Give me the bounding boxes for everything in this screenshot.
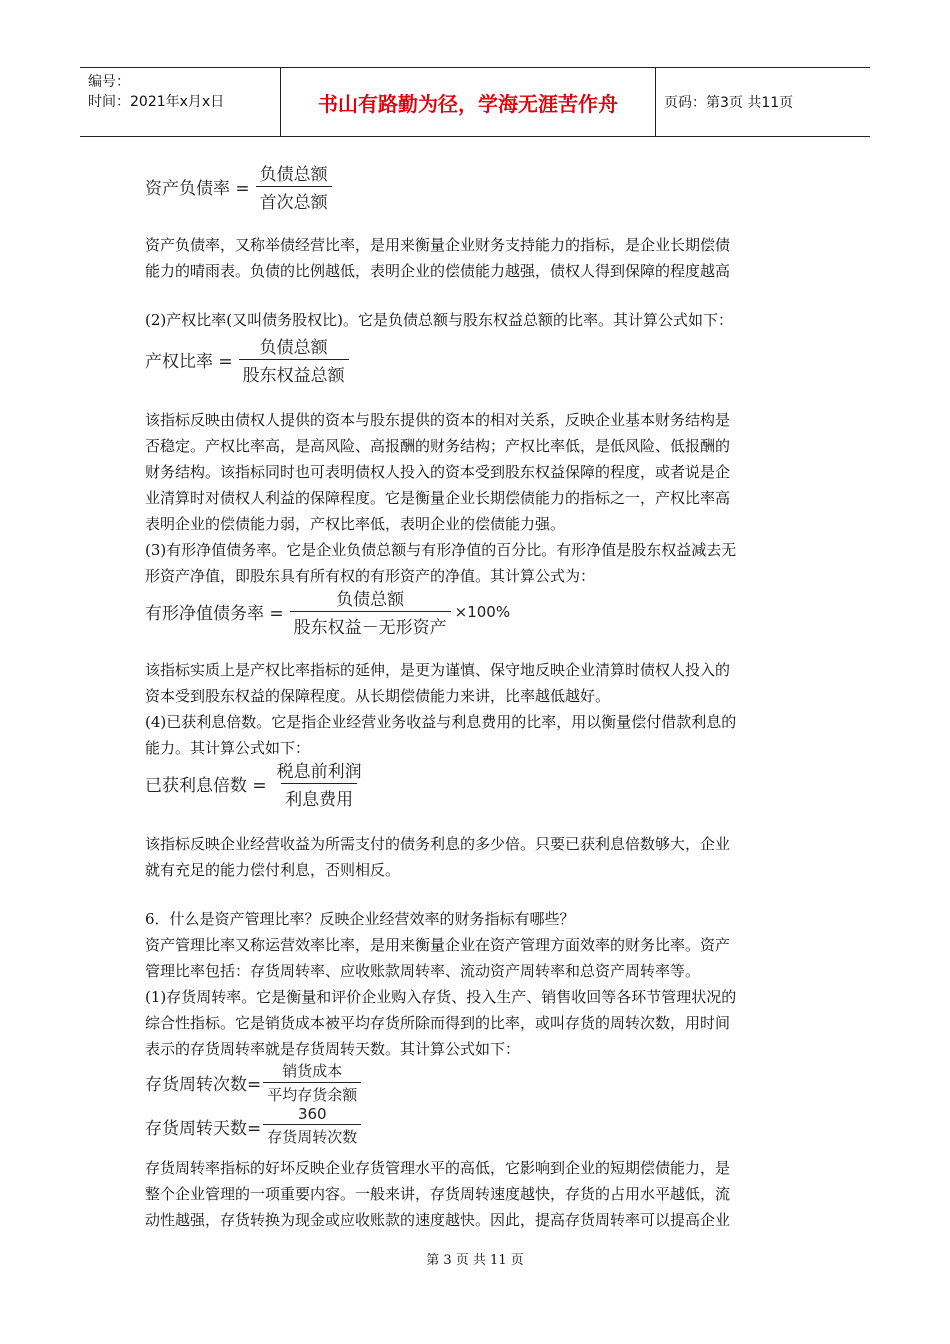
header-number: 编号： [88,74,130,90]
header-motto: 书山有路勤为径，学海无涯苦作舟 [280,68,656,136]
text-line: 资产管理比率又称运营效率比率，是用来衡量企业在资产管理方面效率的财务比率。资产 [145,936,731,954]
text-line: 该指标反映由债权人提供的资本与股东提供的资本的相对关系，反映企业基本财务结构是 [145,411,731,429]
formula-lhs: 存货周转天数= [145,1118,262,1139]
paragraph-5 [145,831,810,883]
paragraph-4 [145,657,810,761]
formula-tangible-net-debt-ratio [145,585,510,638]
formula-equity-ratio [145,333,349,386]
text-line: 综合性指标。它是销货成本被平均存货所除而得到的比率，或叫存货的周转次数，用时间 [145,1014,731,1032]
formula-numerator: 负债总额 [336,590,405,610]
text-line: 动性越强，存货转换为现金或应收账款的速度越快。因此，提高存货周转率可以提高企业 [145,1211,731,1229]
formula-denominator: 平均存货余额 [263,1082,361,1105]
paragraph-3 [145,407,810,589]
formula-lhs: 资产负债率 = [145,179,250,199]
text-line: (1)存货周转率。它是衡量和评价企业购入存货、投入生产、销售收回等各环节管理状况的 [145,988,737,1006]
formula-lhs: 已获利息倍数 = [145,776,267,796]
formula-fraction [239,333,349,386]
formula-numerator: 税息前利润 [276,762,362,782]
paragraph-2 [145,307,810,333]
formula-lhs: 产权比率 = [145,352,233,372]
formula-numerator: 销货成本 [282,1062,343,1080]
text-line: 表示的存货周转率就是存货周转天数。其计算公式如下： [145,1040,521,1058]
text-line: 形资产净值，即股东具有所有权的有形资产的净值。其计算公式为： [145,567,596,585]
formula-fraction [273,757,366,810]
paragraph-6 [145,906,810,1062]
formula-tail: ×100% [454,602,511,621]
text-line: (2)产权比率(又叫债务股权比)。它是负债总额与股东权益总额的比率。其计算公式如下： [145,311,733,329]
text-line: 能力。其计算公式如下： [145,739,311,757]
text-line: 就有充足的能力偿付利息，否则相反。 [145,861,401,879]
header-time: 时间：2021年x月x日 [88,94,225,110]
formula-numerator: 负债总额 [259,165,328,185]
text-line: 业清算时对债权人利益的保障程度。它是衡量企业长期偿债能力的指标之一，产权比率高 [145,489,731,507]
formula-lhs: 有形净值债务率 = [145,604,284,624]
text-line: 该指标反映企业经营收益为所需支付的债务利息的多少倍。只要已获利息倍数够大，企业 [145,835,731,853]
formula-fraction [290,585,451,638]
formula-inventory-turnover-times [145,1060,361,1105]
text-line: 表明企业的偿债能力弱，产权比率低，表明企业的偿债能力强。 [145,515,566,533]
formula-debt-ratio [145,160,332,213]
text-line: 资产负债率，又称举债经营比率，是用来衡量企业财务支持能力的指标，是企业长期偿债 [145,236,731,254]
page-footer: 第 3 页 共 11 页 [426,1253,524,1268]
formula-fraction [263,1060,361,1105]
formula-fraction [263,1105,361,1147]
formula-numerator: 360 [297,1105,327,1123]
formula-inventory-turnover-days [145,1105,361,1147]
paragraph-1 [145,232,810,284]
formula-denominator: 利息费用 [281,783,357,810]
text-line: 能力的晴雨表。负债的比例越低，表明企业的偿债能力越强，债权人得到保障的程度越高 [145,262,731,280]
paragraph-7 [145,1155,810,1233]
header-meta [80,68,280,136]
text-line: 存货周转率指标的好坏反映企业存货管理水平的高低，它影响到企业的短期偿债能力，是 [145,1159,731,1177]
header-page: 页码：第3页 共11页 [664,95,794,111]
page-header [80,67,870,137]
text-line: 6．什么是资产管理比率？反映企业经营效率的财务指标有哪些？ [145,910,575,928]
formula-lhs: 存货周转次数= [145,1075,262,1095]
formula-denominator: 股东权益－无形资产 [290,611,451,638]
formula-fraction [256,160,332,213]
text-line: 管理比率包括：存货周转率、应收账款周转率、流动资产周转率和总资产周转率等。 [145,962,701,980]
text-line: 该指标实质上是产权比率指标的延伸，是更为谨慎、保守地反映企业清算时债权人投入的 [145,661,731,679]
formula-denominator: 存货周转次数 [263,1124,361,1147]
text-line: 财务结构。该指标同时也可表明债权人投入的资本受到股东权益保障的程度，或者说是企 [145,463,731,481]
text-line: (4)已获利息倍数。它是指企业经营业务收益与利息费用的比率，用以衡量偿付借款利息的 [145,713,737,731]
formula-interest-coverage [145,757,366,810]
text-line: (3)有形净值债务率。它是企业负债总额与有形净值的百分比。有形净值是股东权益减去无 [145,541,737,559]
formula-denominator: 首次总额 [256,186,332,213]
text-line: 否稳定。产权比率高，是高风险、高报酬的财务结构；产权比率低，是低风险、低报酬的 [145,437,731,455]
formula-denominator: 股东权益总额 [239,359,349,386]
text-line: 资本受到股东权益的保障程度。从长期偿债能力来讲，比率越低越好。 [145,687,611,705]
formula-numerator: 负债总额 [259,338,328,358]
text-line: 整个企业管理的一项重要内容。一般来讲，存货周转速度越快，存货的占用水平越低，流 [145,1185,731,1203]
